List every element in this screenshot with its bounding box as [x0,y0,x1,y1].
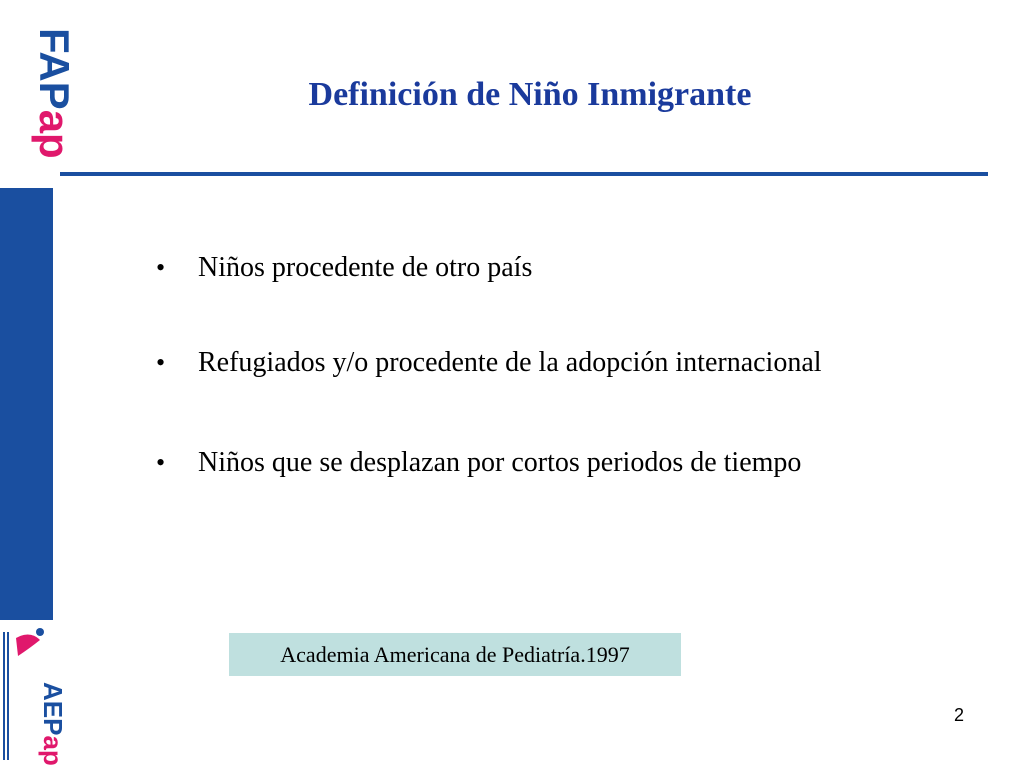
aepap-logo-text: AEPap [38,682,68,766]
bullet-text: Niños procedente de otro país [198,252,533,283]
slide-title: Definición de Niño Inmigrante [308,76,752,113]
sidebar-blue-bar [0,188,53,620]
citation-box [229,633,681,676]
bullet-dot: • [156,348,166,377]
citation-text: Academia Americana de Pediatría.1997 [280,641,630,667]
fapap-logo-text: FAPap [31,28,78,159]
title-underline [60,172,988,176]
bullet-item [156,447,801,479]
bullet-dot: • [156,253,166,282]
bullet-text: Niños que se desplazan por cortos periodos de tiempo [198,447,802,478]
fapap-logo [2,18,78,159]
aepap-swoosh-icon [16,634,40,656]
bullet-dot: • [156,448,166,477]
aepap-logo [0,626,68,768]
bullet-item [156,252,532,284]
page-number: 2 [953,705,964,725]
bullet-text: Refugiados y/o procedente de la adopción internacional [198,347,822,378]
bullet-item [156,347,822,379]
